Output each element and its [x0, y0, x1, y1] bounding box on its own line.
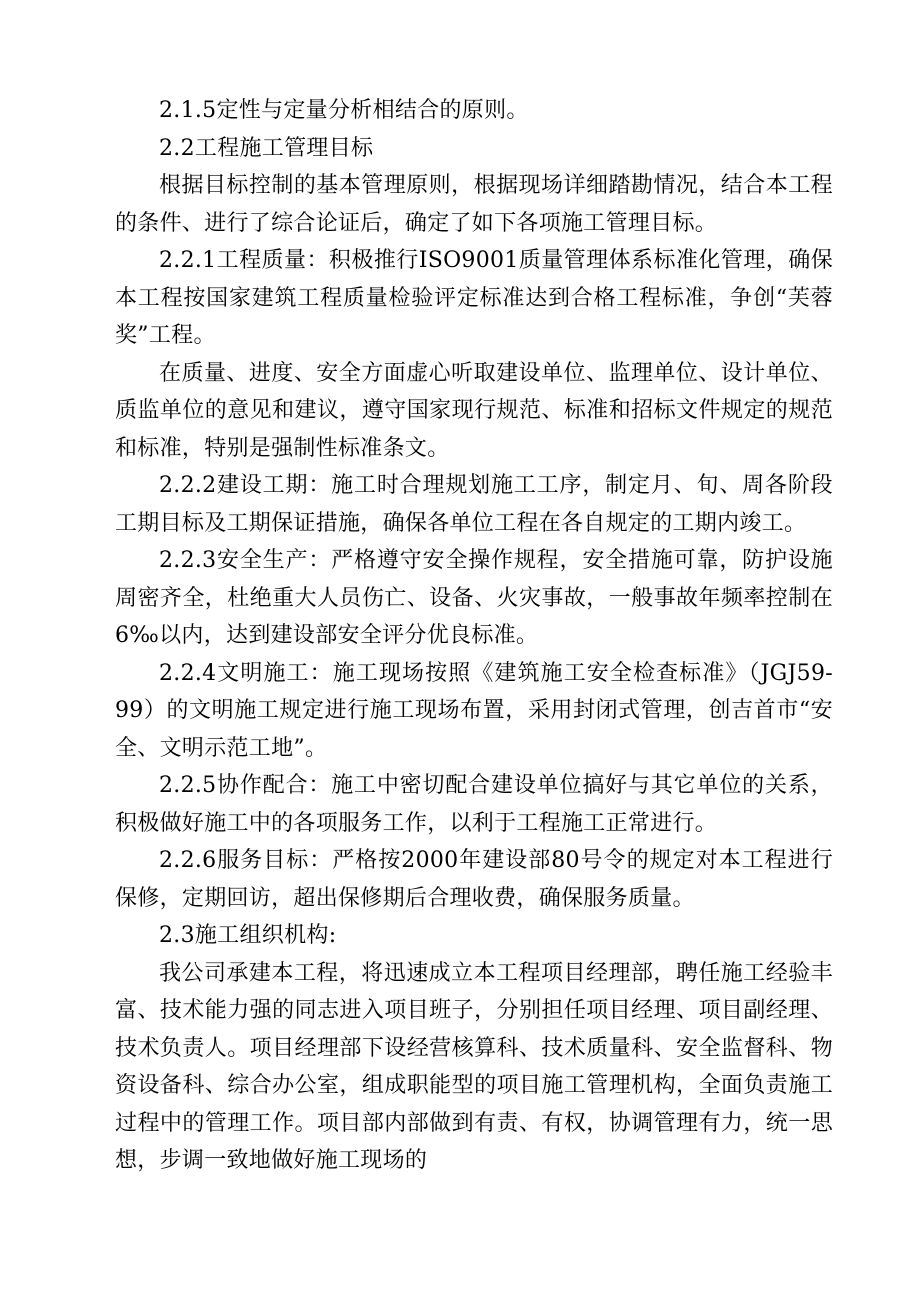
paragraph-management-basis: 根据目标控制的基本管理原则，根据现场详细踏勘情况，结合本工程的条件、进行了综合论证后，确定了如下各项施工管理目标。 — [115, 173, 833, 236]
clause-2-1-5: 2.1.5定性与定量分析相结合的原则。 — [159, 98, 529, 123]
paragraph-organization: 我公司承建本工程，将迅速成立本工程项目经理部，聘任施工经验丰富、技术能力强的同志进入项目班子，分别担任项目经理、项目副经理、技术负责人。项目经理部下设经营核算科、技术质量科、安全监督科、物资设备科、综合办公室，组成职能型的项目施工管理机构，全面负责施工过程中的管理工作。项目部内部做到有责、有权，协调管理有力，统一思想，步调一致地做好施工现场的 — [115, 960, 833, 1173]
section-heading-2-2: 2.2工程施工管理目标 — [159, 135, 374, 161]
clause-2-2-5-coordination: 2.2.5协作配合：施工中密切配合建设单位搞好与其它单位的关系，积极做好施工中的各项服务工作，以利于工程施工正常进行。 — [115, 773, 833, 836]
clause-2-2-6-service: 2.2.6服务目标：严格按2000年建设部80号令的规定对本工程进行保修，定期回访，超出保修期后合理收费，确保服务质量。 — [115, 848, 833, 911]
clause-2-2-3-safety: 2.2.3安全生产：严格遵守安全操作规程，安全措施可靠，防护设施周密齐全，杜绝重大人员伤亡、设备、火灾事故，一般事故年频率控制在6‰以内，达到建设部安全评分优良标准。 — [115, 548, 833, 648]
clause-2-2-4-civilized-construction: 2.2.4文明施工：施工现场按照《建筑施工安全检查标准》（JGJ59-99）的文明施工规定进行施工现场布置，采用封闭式管理，创吉首市“安全、文明示范工地”。 — [115, 660, 833, 761]
clause-2-2-1-quality: 2.2.1工程质量：积极推行ISO9001质量管理体系标准化管理，确保本工程按国家建筑工程质量检验评定标准达到合格工程标准，争创“芙蓉奖”工程。 — [115, 248, 833, 348]
section-heading-2-3: 2.3施工组织机构: — [159, 923, 337, 948]
paragraph-quality-compliance: 在质量、进度、安全方面虚心听取建设单位、监理单位、设计单位、质监单位的意见和建议，遵守国家现行规范、标准和招标文件规定的规范和标准，特别是强制性标准条文。 — [115, 360, 833, 461]
clause-2-2-2-schedule: 2.2.2建设工期：施工时合理规划施工工序，制定月、旬、周各阶段工期目标及工期保证措施，确保各单位工程在各自规定的工期内竣工。 — [115, 473, 833, 536]
document-body — [115, 92, 833, 1180]
